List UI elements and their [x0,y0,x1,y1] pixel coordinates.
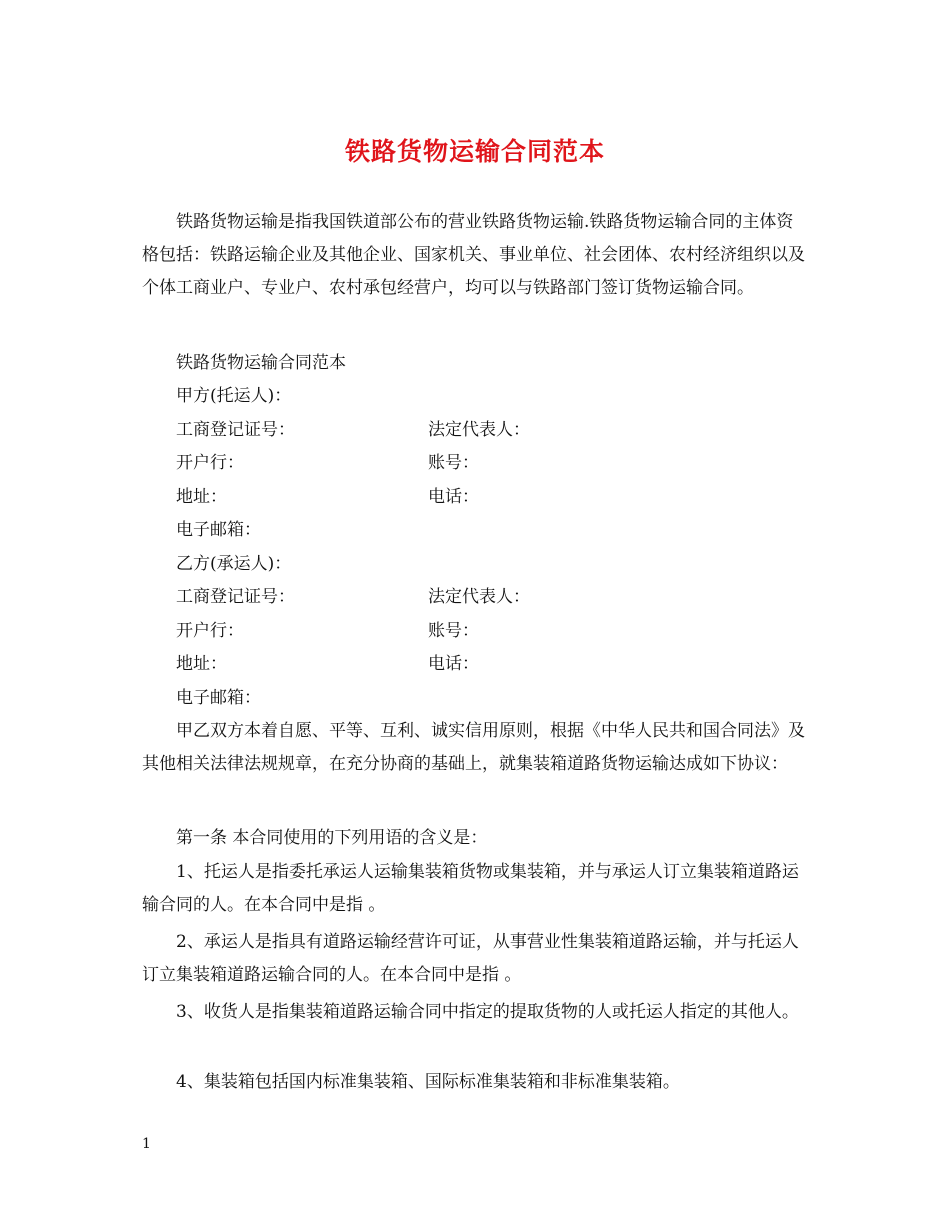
party-a-heading: 甲方(托运人)： [176,386,292,406]
subtitle: 铁路货物运输合同范本 [176,353,346,373]
intro-paragraph: 铁路货物运输是指我国铁道部公布的营业铁路货物运输.铁路货物运输合同的主体资格包括：铁路运输企业及其他企业、国家机关、事业单位、社会团体、农村经济组织以及个体工商业户、专业户、农村承包经营户，均可以与铁路部门签订货物运输合同。 [142,212,805,298]
party-b-bank-label: 开户行： [176,621,244,641]
definition-item-1: 1、托运人是指委托承运人运输集装箱货物或集装箱，并与承运人订立集装箱道路运输合同的人。在本合同中是指 。 [142,862,799,915]
page-number: 1 [142,1136,151,1152]
party-a-account-label: 账号： [428,453,479,473]
party-b-heading: 乙方(承运人)： [176,554,292,574]
agreement-paragraph: 甲乙双方本着自愿、平等、互利、诚实信用原则，根据《中华人民共和国合同法》及其他相关法律法规规章，在充分协商的基础上，就集装箱道路货物运输达成如下协议： [142,721,805,774]
party-b-rep-label: 法定代表人： [428,587,530,607]
document-title: 铁路货物运输合同范本 [344,137,605,166]
party-a-bank-label: 开户行： [176,453,244,473]
party-b-reg-label: 工商登记证号： [176,587,295,607]
definition-item-4: 4、集装箱包括国内标准集装箱、国际标准集装箱和非标准集装箱。 [176,1072,680,1092]
definition-item-3: 3、收货人是指集装箱道路运输合同中指定的提取货物的人或托运人指定的其他人。 [176,1002,799,1022]
article-1-heading: 第一条 本合同使用的下列用语的含义是： [176,828,488,848]
party-b-account-label: 账号： [428,621,479,641]
party-b-phone-label: 电话： [428,654,479,674]
party-b-email-label: 电子邮箱： [176,688,261,708]
party-a-address-label: 地址： [176,487,227,507]
party-b-address-label: 地址： [176,654,227,674]
party-a-phone-label: 电话： [428,487,479,507]
party-a-rep-label: 法定代表人： [428,420,530,440]
definition-item-2: 2、承运人是指具有道路运输经营许可证，从事营业性集装箱道路运输，并与托运人订立集装箱道路运输合同的人。在本合同中是指 。 [142,932,799,985]
party-a-email-label: 电子邮箱： [176,520,261,540]
party-a-reg-label: 工商登记证号： [176,420,295,440]
